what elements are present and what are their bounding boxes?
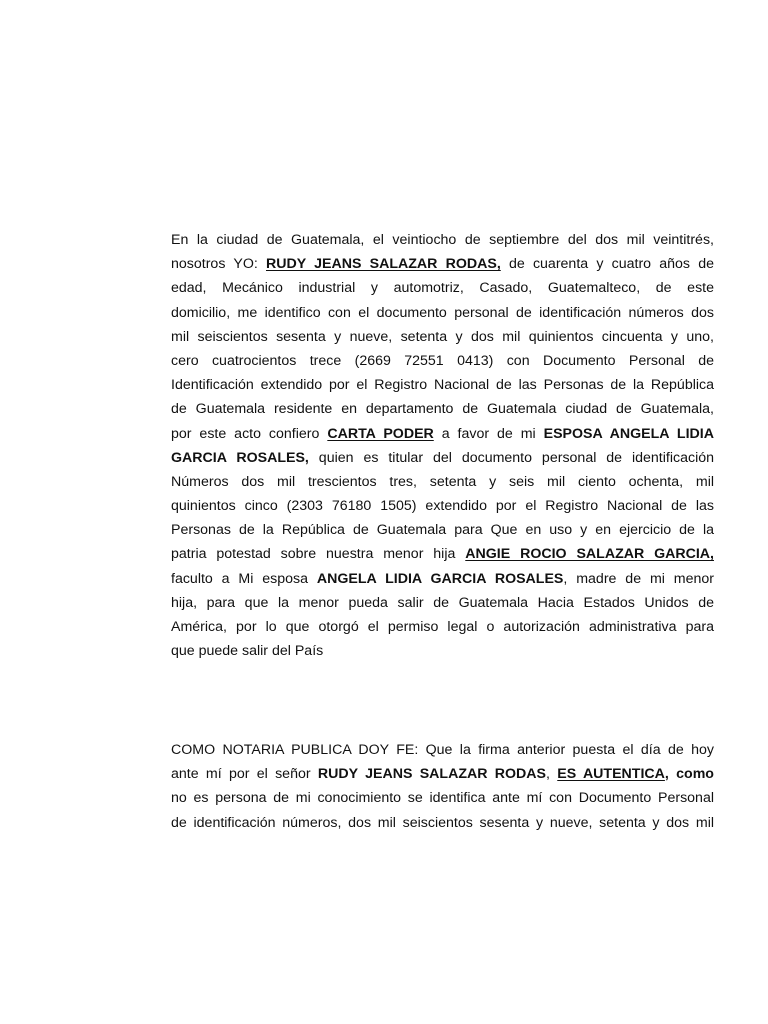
text-line	[171, 422, 714, 446]
text-line	[171, 446, 714, 470]
emphasized-underlined-text: CARTA PODER	[327, 425, 434, 442]
text-run: que puede salir del País	[171, 643, 324, 660]
text-run: no es persona de mi conocimiento se identifica ante mí con Documento Personal	[171, 790, 714, 807]
text-line	[171, 591, 714, 615]
text-run: hija, para que la menor pueda salir de Guatemala Hacia Estados Unidos de	[171, 594, 714, 611]
text-run: por este acto confiero	[171, 425, 328, 442]
emphasized-text: GARCIA ROSALES,	[171, 449, 309, 466]
text-run: a favor de mi	[433, 425, 544, 442]
text-line	[171, 494, 714, 518]
emphasized-underlined-text: RUDY JEANS SALAZAR RODAS,	[265, 256, 501, 273]
emphasized-text: , como	[664, 766, 714, 783]
text-run: de identificación números, dos mil seiscientos sesenta y nueve, setenta y dos mil	[171, 814, 714, 831]
text-run: faculto a Mi esposa	[171, 570, 317, 587]
text-run: ante mí por el señor	[171, 766, 318, 783]
text-run: de Guatemala residente en departamento de Guatemala ciudad de Guatemala,	[171, 401, 714, 418]
text-line	[171, 228, 714, 252]
paragraph-carta-poder	[171, 228, 714, 663]
text-run: América, por lo que otorgó el permiso legal o autorización administrativa para	[171, 619, 714, 635]
text-run: nosotros YO:	[171, 256, 266, 273]
text-line	[171, 615, 714, 639]
text-run: de cuarenta y cuatro años de	[500, 256, 714, 273]
text-run: mil seiscientos sesenta y nueve, setenta y dos mil quinientos cincuenta y uno,	[171, 328, 714, 345]
text-line	[171, 301, 714, 325]
text-line	[171, 470, 714, 494]
text-run: ,	[546, 766, 558, 783]
text-line	[171, 373, 714, 397]
emphasized-text: RUDY JEANS SALAZAR RODAS	[317, 766, 547, 783]
text-run: quien es titular del documento personal de identificación	[308, 449, 715, 466]
text-run: En la ciudad de Guatemala, el veintiocho de septiembre del dos mil veintitrés,	[171, 232, 714, 248]
text-run: Personas de la República de Guatemala para Que en uso y en ejercicio de la	[171, 522, 714, 539]
text-run: domicilio, me identifico con el documento personal de identificación números dos	[171, 304, 714, 321]
text-line	[171, 786, 714, 810]
text-line	[171, 811, 714, 835]
text-line	[171, 325, 714, 349]
emphasized-underlined-text: ANGIE ROCIO SALAZAR GARCIA,	[465, 546, 714, 563]
emphasized-text: ESPOSA ANGELA LIDIA	[543, 425, 714, 442]
text-line	[171, 762, 714, 786]
text-run: quinientos cinco (2303 76180 1505) extendido por el Registro Nacional de las	[171, 498, 714, 515]
text-line	[171, 276, 714, 300]
text-run: patria potestad sobre nuestra menor hija	[171, 546, 466, 563]
text-run: , madre de mi menor	[563, 570, 714, 587]
text-run: edad, Mecánico industrial y automotriz, Casado, Guatemalteco, de este	[171, 280, 714, 297]
text-run: COMO NOTARIA PUBLICA DOY FE: Que la firma anterior puesta el día de hoy	[171, 742, 714, 758]
text-line	[171, 542, 714, 566]
text-line	[171, 639, 714, 663]
text-line	[171, 349, 714, 373]
emphasized-text: ANGELA LIDIA GARCIA ROSALES	[316, 570, 564, 587]
text-line	[171, 397, 714, 421]
text-line	[171, 518, 714, 542]
paragraph-notarial-certification	[171, 738, 714, 835]
text-line	[171, 252, 714, 276]
text-run: cero cuatrocientos trece (2669 72551 0413) con Documento Personal de	[171, 352, 714, 369]
text-run: Identificación extendido por el Registro Nacional de las Personas de la República	[171, 377, 714, 394]
text-line	[171, 567, 714, 591]
text-line	[171, 738, 714, 762]
text-run: Números dos mil trescientos tres, setenta y seis mil ciento ochenta, mil	[171, 473, 714, 490]
emphasized-underlined-text: ES AUTENTICA	[557, 766, 665, 783]
